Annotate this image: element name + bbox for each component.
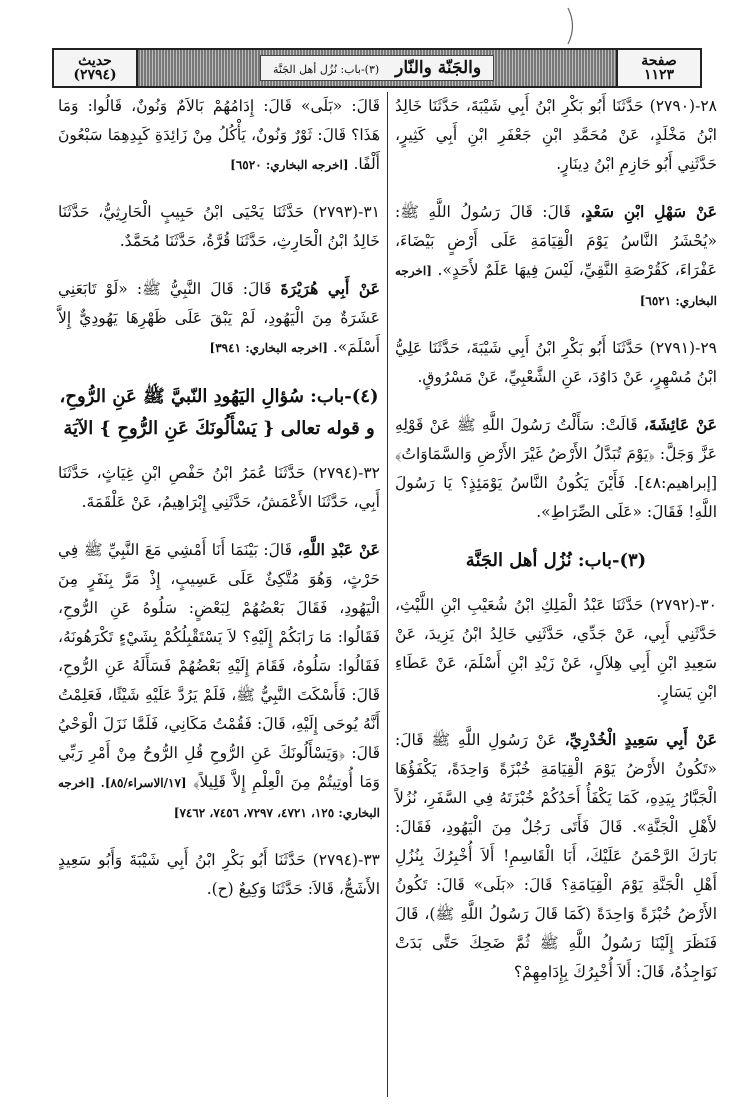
hadith-2792-reference: [اخرجه البخاري: ٦٥٢٠] — [230, 158, 349, 172]
chapter-4-title: (٤)-باب: سُؤالِ اليَهُودِ النّبيَّ ﷺ عَنِ الرُّوحِ، و قوله تعالى { يَسْأَلُونَكَ عَنِ الرُّوحِ } الآيَة — [59, 386, 379, 439]
hadith-2792-narrator: عَنْ أَبِي سَعِيدٍ الْخُدْرِيِّ، — [564, 730, 717, 749]
hadith-2794-text: قَالَ: بَيْنَمَا أَنَا أَمْشِي مَعَ النَّبِيِّ ﷺ فِي حَرْثٍ، وَهُوَ مُتَّكِئٌ عَلَى عَسِيبٍ، إِذْ مَرَّ بِنَفَرٍ مِنَ الْيَهُودِ، فَقَالَ بَعْضُهُمْ لِبَعْضٍ: سَلُوهُ عَنِ الرُّوحِ، فَقَالُوا: مَا رَابَكُمْ إِلَيْهِ؟ لاَ يَسْتَقْبِلُكُمْ بِشَيْءٍ تَكْرَهُونَهُ، فَقَالُوا: سَلُوهُ، فَقَامَ إِلَيْهِ بَعْضُهُمْ فَسَأَلَهُ عَنِ الرُّوحِ، قَالَ: فَأَسْكَتَ النَّبِيُّ ﷺ، فَلَمْ يَرُدَّ عَلَيْهِ شَيْئًا، فَعَلِمْتُ أَنَّهُ يُوحَى إِلَيْهِ، قَالَ: فَقُمْتُ مَكَانِي، فَلَمَّا نَزَلَ الْوَحْيُ قَالَ: ﴿وَيَسْأَلُونَكَ عَنِ الرُّوحِ قُلِ الرُّوحُ مِنْ أَمْرِ رَبِّي وَمَا أُوتِيتُمْ مِنَ الْعِلْمِ إِلاَّ قَلِيلاً﴾ — [58, 541, 380, 791]
page-number: ١١٢٣ — [643, 67, 675, 83]
page-header — [52, 48, 702, 88]
hadith-2792-cont-text: قَالَ: «بَلَى» قَالَ: إِدَامُهُمْ بَالاَمٌ وَنُونٌ، قَالُوا: وَمَا هَذَا؟ قَالَ: ثَوْرٌ وَنُونٌ، يَأْكُلُ مِنْ زَائِدَةِ كَبِدِهِمَا سَبْعُونَ أَلْفًا. — [58, 97, 380, 173]
hadith-2794-isnad: ٣٢-(٢٧٩٤) حَدَّثَنَا عُمَرُ ابْنُ حَفْصِ ابْنِ غِيَاثٍ، حَدَّثَنَا أَبِي، حَدَّثَنَا الأَعْمَشُ، حَدَّثَنِي إِبْرَاهِيمُ، عَنْ عَلْقَمَةَ. — [58, 464, 380, 511]
hadith-2791-text: قَالَتْ: سَأَلْتُ رَسُولَ اللَّهِ ﷺ عَنْ قَوْلِهِ عَزَّ وَجَلَّ: ﴿يَوْمَ تُبَدَّلُ الأَرْضُ غَيْرَ الأَرْضِ وَالسَّمَاوَاتُ﴾ [إبراهيم:٤٨]. فَأَيْنَ يَكُونُ النَّاسُ يَوْمَئِذٍ؟ يَا رَسُولَ اللَّهِ! فَقَالَ: «عَلَى الصِّرَاطِ». — [395, 416, 717, 521]
hadith-2793-narrator: عَنْ أَبِي هُرَيْرَةَ — [280, 279, 380, 298]
hadith-number-box — [54, 50, 138, 86]
hadith-2793-reference: [اخرجه البخاري: ٣٩٤١] — [209, 341, 328, 355]
hadith-2790-narrator: عَنْ سَهْلِ ابْنِ سَعْدٍ، — [580, 202, 717, 221]
hadith-2790-text: قَالَ: قَالَ رَسُولُ اللَّهِ ﷺ: «يُحْشَرُ النَّاسُ يَوْمَ الْقِيَامَةِ عَلَى أَرْضٍ بَيْضَاءَ، عَفْرَاءَ، كَقُرْصَةِ النَّقِيِّ، لَيْسَ فِيهَا عَلَمٌ لأَحَدٍ». — [395, 203, 717, 279]
hadith-2792-continuation — [58, 92, 380, 180]
hadith-2794b-isnad: ٣٣-(٢٧٩٤) حَدَّثَنَا أَبُو بَكْرِ ابْنُ أَبِي شَيْبَةَ وَأَبُو سَعِيدٍ الأَشَجُّ، قَالاَ: حَدَّثَنَا وَكِيعٌ (ح). — [58, 851, 380, 898]
book-title: والجَنّة والنّار — [395, 58, 482, 78]
hadith-2794-narrator: عَنْ عَبْدِ اللَّهِ، — [297, 540, 380, 559]
hadith-2793-body — [58, 274, 380, 363]
column-divider — [387, 92, 388, 1097]
header-title-box — [260, 55, 494, 81]
hadith-2792-text: عَنْ رَسُولِ اللَّهِ ﷺ قَالَ: «تَكُونُ الأَرْضُ يَوْمَ الْقِيَامَةِ خُبْزَةً وَاحِدَةً، يَكْفَؤُهَا الْجَبَّارُ بِيَدِهِ، كَمَا يَكْفَأُ أَحَدُكُمْ خُبْزَتَهُ فِي السَّفَرِ، نُزُلاً لأَهْلِ الْجَنَّةِ». قَالَ فَأَتَى رَجُلٌ مِنَ الْيَهُودِ، فَقَالَ: بَارَكَ الرَّحْمَنُ عَلَيْكَ، أَبَا الْقَاسِمِ! أَلاَ أُخْبِرُكَ بِنُزُلِ أَهْلِ الْجَنَّةِ يَوْمَ الْقِيَامَةِ؟ قَالَ: «بَلَى» قَالَ: تَكُونُ الأَرْضُ خُبْزَةً وَاحِدَةً (كَمَا قَالَ رَسُولُ اللَّهِ ﷺ)، قَالَ فَنَظَرَ إِلَيْنَا رَسُولُ اللَّهِ ﷺ ثُمَّ ضَحِكَ حَتَّى بَدَتْ نَوَاجِذُهُ، قَالَ: أَلاَ أُخْبِرُكَ بِإِدَامِهِمْ؟ — [395, 731, 717, 981]
page-label: صفحة — [641, 53, 677, 69]
hadith-number: (٢٧٩٤) — [73, 67, 117, 83]
hadith-2790-body — [395, 197, 717, 316]
right-column — [395, 92, 717, 1005]
hadith-2790-reference: [اخرجه البخاري: ٦٥٢١] — [395, 264, 717, 308]
bracket-mark — [565, 6, 579, 46]
hadith-2791-body — [395, 410, 717, 527]
left-column — [58, 92, 380, 922]
page-number-box — [616, 50, 700, 86]
hadith-2790-isnad: ٢٨-(٢٧٩٠) حَدَّثَنَا أَبُو بَكْرِ ابْنُ أَبِي شَيْبَةَ، حَدَّثَنَا خَالِدُ ابْنُ مَخْلَدٍ، عَنْ مُحَمَّدِ ابْنِ جَعْفَرِ ابْنِ أَبِي كَثِيرٍ، حَدَّثَنِي أَبُو حَازِمِ ابْنُ دِينَارٍ. — [395, 97, 717, 173]
hadith-label: حديث — [78, 53, 112, 69]
chapter-title-header: (٣)-باب: نُزُل أهل الجَنَّة — [272, 63, 380, 76]
header-title-area — [138, 50, 616, 86]
hadith-2792-isnad: ٣٠-(٢٧٩٢) حَدَّثَنَا عَبْدُ الْمَلِكِ ابْنُ شُعَيْبِ ابْنِ اللَّيْثِ، حَدَّثَنِي أَبِي، عَنْ جَدِّي، حَدَّثَنِي خَالِدُ ابْنُ يَزِيدَ، عَنْ سَعِيدِ ابْنِ أَبِي هِلاَلٍ، عَنْ زَيْدِ ابْنِ أَسْلَمَ، عَنْ عَطَاءِ ابْنِ يَسَارٍ. — [395, 596, 717, 701]
hadith-2791-narrator: عَنْ عَائِشَةَ، — [643, 415, 717, 434]
hadith-2794-body — [58, 535, 380, 828]
hadith-2791-isnad: ٢٩-(٢٧٩١) حَدَّثَنَا أَبُو بَكْرِ ابْنُ أَبِي شَيْبَةَ، حَدَّثَنَا عَلِيُّ ابْنُ مُسْهِرٍ، عَنْ دَاوُدَ، عَنِ الشَّعْبِيِّ، عَنْ مَسْرُوقٍ. — [395, 339, 717, 386]
hadith-2793-text: قَالَ: قَالَ النَّبِيُّ ﷺ: «لَوْ تَابَعَنِي عَشَرَةٌ مِنَ الْيَهُودِ، لَمْ يَبْقَ عَلَى ظَهْرِهَا يَهُودِيٌّ إِلاَّ أَسْلَمَ». — [58, 280, 380, 356]
chapter-3-title: (٣)-باب: نُزُل أهل الجَنَّة — [465, 550, 647, 571]
hadith-2793-isnad: ٣١-(٢٧٩٣) حَدَّثَنَا يَحْيَى ابْنُ حَبِيبٍ الْحَارِثِيُّ، حَدَّثَنَا خَالِدُ ابْنُ الْحَارِثِ، حَدَّثَنَا قُرَّةُ، حَدَّثَنَا مُحَمَّدٌ. — [58, 203, 380, 250]
hadith-2794-reference: [١٧/الاسراء/٨٥]. [اخرجه البخاري: ١٢٥، ٤٧٢١، ٧٢٩٧، ٧٤٥٦، ٧٤٦٢] — [58, 776, 380, 820]
hadith-2792-body — [395, 725, 717, 987]
